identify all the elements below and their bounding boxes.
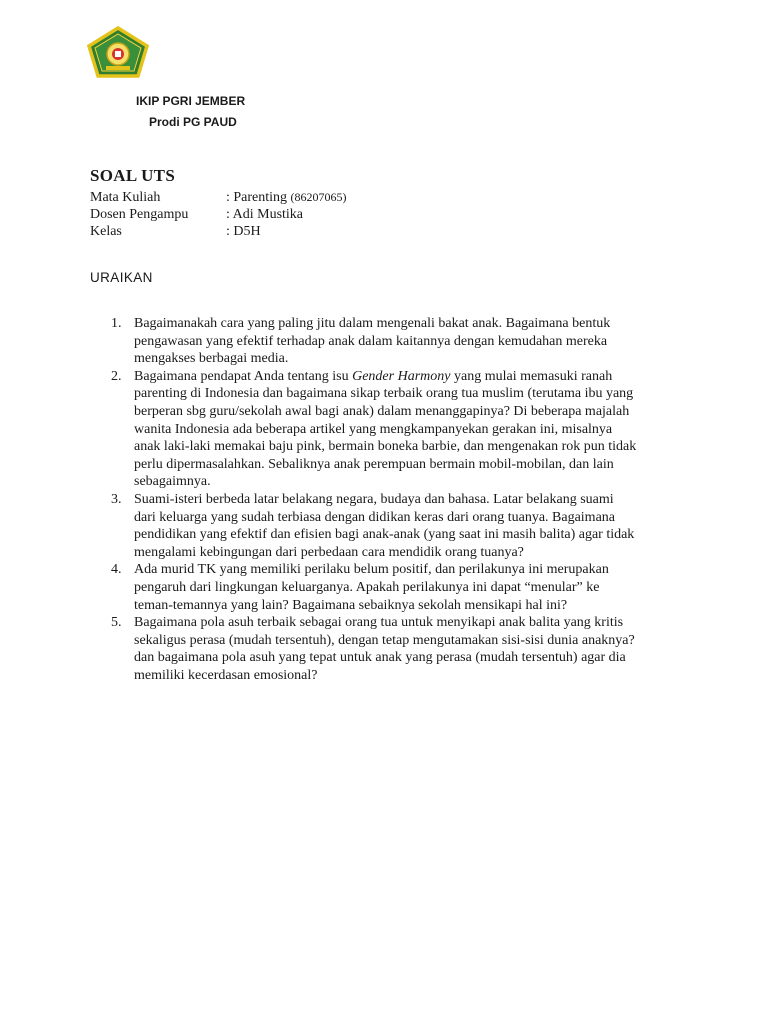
info-key: Kelas — [90, 224, 122, 239]
list-item: 5. Bagaimana pola asuh terbaik sebagai orang tua untuk menyikapi anak balita yang kritis sekaligus perasa (mudah tersentuh), dengan tetap mengutamakan sisi-sisi dunia anaknya? dan bagaimana pola asuh yang tepat untuk anak yang perasa (mudah tersentuh) agar dia memiliki kecerdasan emosional? — [111, 615, 635, 683]
info-row-lecturer — [90, 206, 347, 223]
item-number: 3. — [111, 491, 122, 507]
program-name: Prodi PG PAUD — [149, 115, 237, 129]
info-row-course — [90, 189, 347, 206]
exam-info — [90, 189, 347, 240]
list-item: 1. Bagaimanakah cara yang paling jitu dalam mengenali bakat anak. Bagaimana bentuk pengawasan yang efektif terhadap anak dalam kaitannya dengan kemudahan mereka mengakses berbagai media. — [111, 316, 611, 367]
section-title: URAIKAN — [90, 270, 153, 285]
info-value: : Parenting (86207065) — [226, 190, 347, 205]
item-number: 5. — [111, 615, 122, 631]
info-key: Dosen Pengampu — [90, 207, 189, 222]
institution-name: IKIP PGRI JEMBER — [136, 94, 246, 108]
item-number: 2. — [111, 368, 122, 384]
course-code: (86207065) — [290, 190, 347, 204]
item-number: 1. — [111, 316, 122, 331]
page-title: SOAL UTS — [90, 166, 176, 185]
question-list — [90, 315, 690, 684]
italic-term: Gender Harmony — [352, 368, 451, 384]
institution-logo-icon — [86, 26, 150, 78]
info-value: : D5H — [226, 224, 261, 239]
list-item: 3. Suami-isteri berbeda latar belakang negara, budaya dan bahasa. Latar belakang suami dari keluarga yang sudah terbiasa dengan didikan keras dari orang tuanya. Bagaimana pendidikan yang efektif dan efisien bagi anak-anak (yang saat ini masih balita) agar tidak mengalami kebingungan dari perbedaan cara mendidik orang tuanya? — [111, 491, 635, 560]
info-value: : Adi Mustika — [226, 207, 304, 222]
item-number: 4. — [111, 562, 122, 578]
list-item: 2. Bagaimana pendapat Anda tentang isu Gender Harmony yang mulai memasuki ranah parenting di Indonesia dan bagaimana sikap terbaik orang tua muslim (terutama ibu yang berperan sbg guru/sekolah awal bagi anak) dalam menanggapinya? Di beberapa majalah wanita Indonesia ada beberapa artikel yang mengkampanyekan gerakan ini, misalnya anak laki-laki memakai baju pink, bermain boneka barbie, dan mengenakan rok pun tidak perlu dipermasalahkan. Sebaliknya anak perempuan bermain mobil-mobilan, dan lain sebagaimnya. — [111, 368, 637, 490]
info-key: Mata Kuliah — [90, 190, 161, 205]
info-row-class — [90, 223, 347, 240]
list-item: 4. Ada murid TK yang memiliki perilaku belum positif, dan perilakunya ini merupakan pengaruh dari lingkungan keluarganya. Apakah perilakunya ini dapat “menular” ke teman-temannya yang lain? Bagaimana sebaiknya sekolah mensikapi hal ini? — [111, 562, 609, 613]
